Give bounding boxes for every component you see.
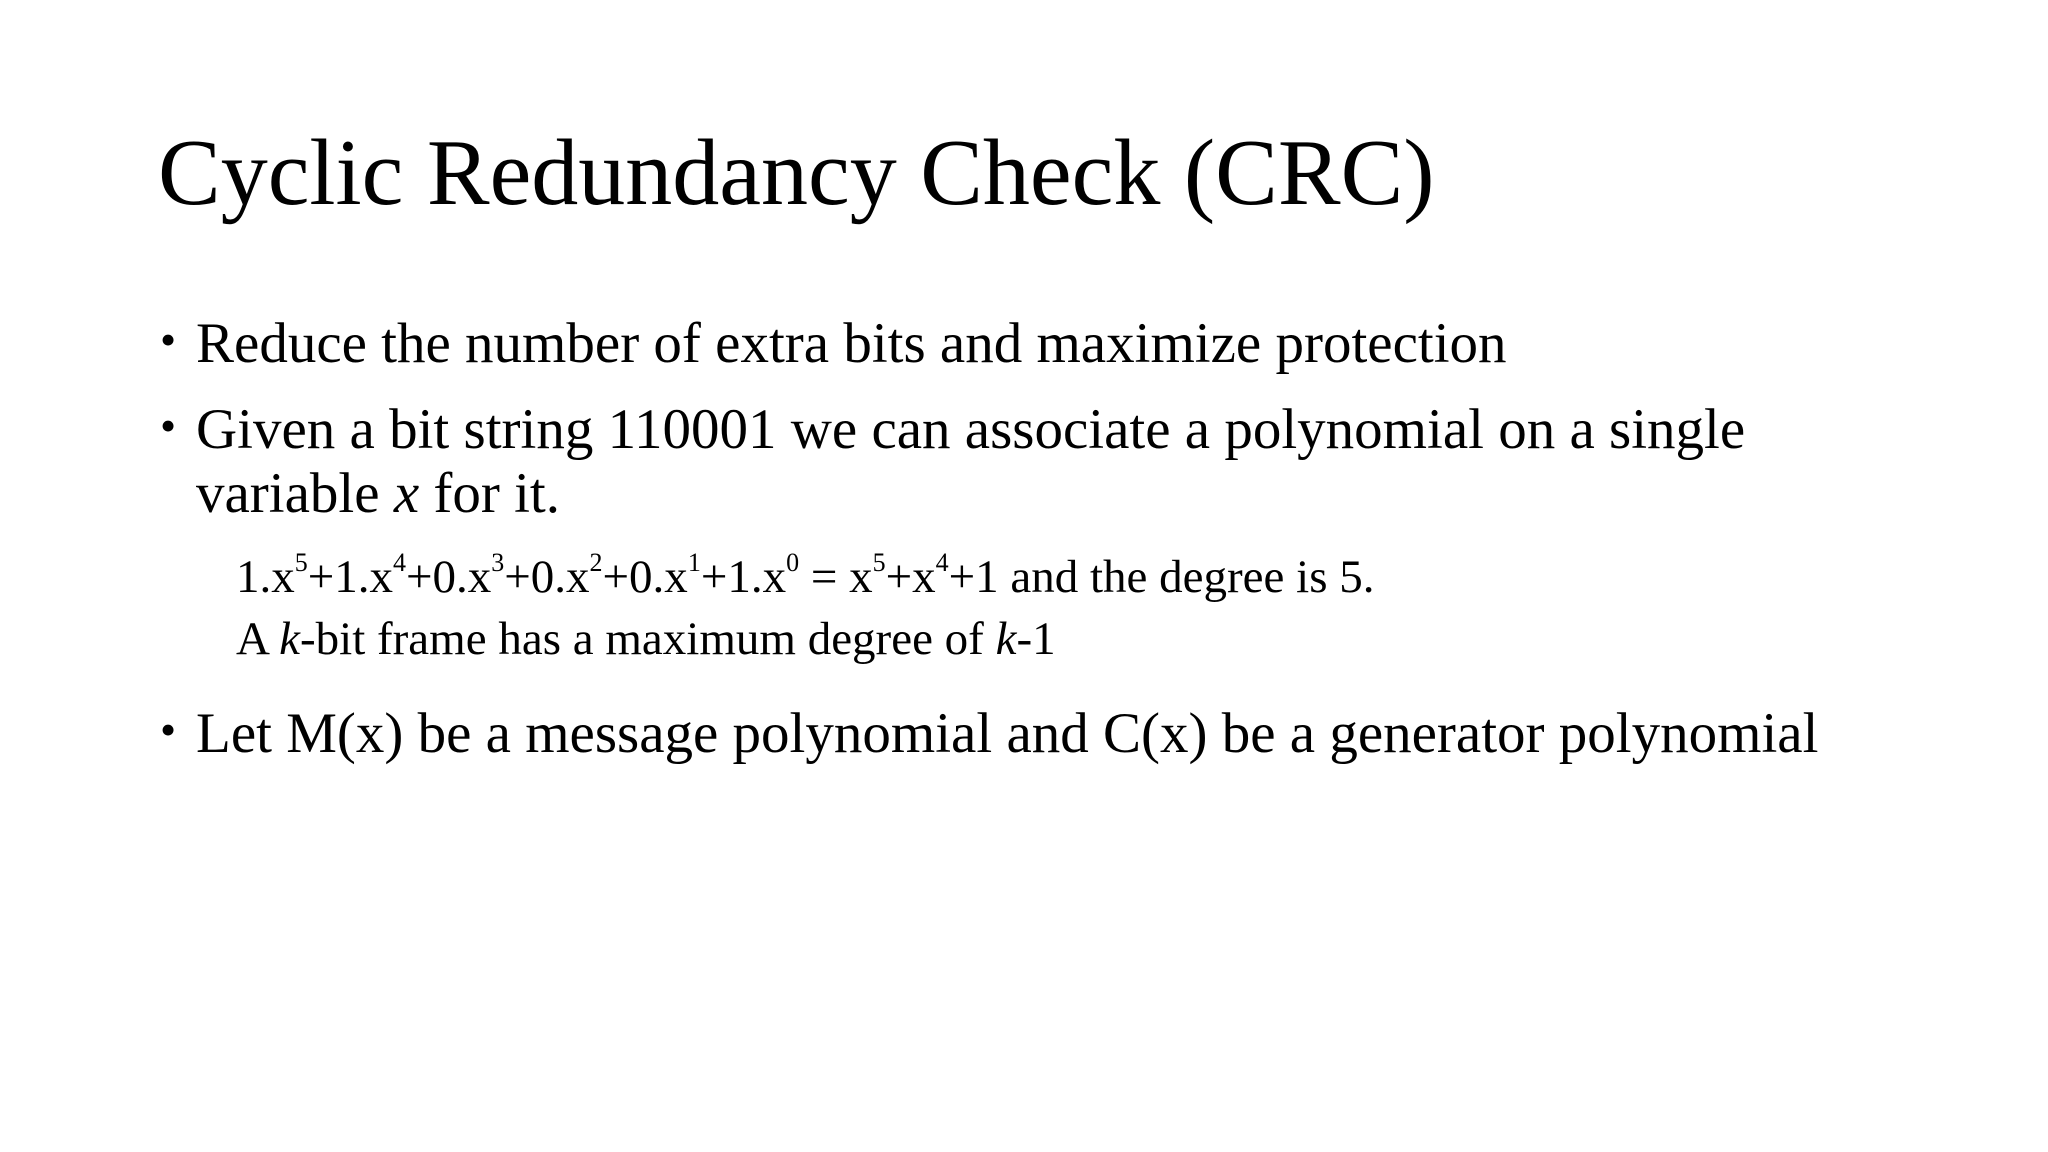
bullet-dot: • (160, 400, 177, 451)
variable-x: x (393, 462, 420, 525)
bullet-text-part: Given a bit string 110001 we can associate a polynomial on a single variable (196, 398, 1746, 525)
bullet-text (196, 398, 1745, 525)
bullet-item-2 (158, 398, 1918, 526)
bullet-text: Reduce the number of extra bits and maximize protection (196, 312, 1507, 375)
slide-title: Cyclic Redundancy Check (CRC) (158, 121, 1435, 225)
bullet-text-part: for it. (419, 462, 561, 525)
bullet-list (158, 312, 1918, 788)
bullet-item-1 (158, 312, 1918, 376)
bullet-dot: • (160, 704, 177, 755)
variable-k: k (995, 613, 1017, 665)
bullet-text: Let M(x) be a message polynomial and C(x) be a generator polynomial (196, 702, 1819, 765)
polynomial-example: $1.x^5+1.x^4+0.x^3+0.x^2+0.x^1+1.x^0 = x^5+x^4+1$ and the degree is 5. (236, 548, 1375, 603)
degree-note: A k-bit frame has a maximum degree of k-1 (236, 613, 1056, 665)
variable-k: k (279, 613, 300, 665)
bullet-dot: • (160, 314, 177, 365)
bullet-item-3 (158, 702, 1918, 766)
